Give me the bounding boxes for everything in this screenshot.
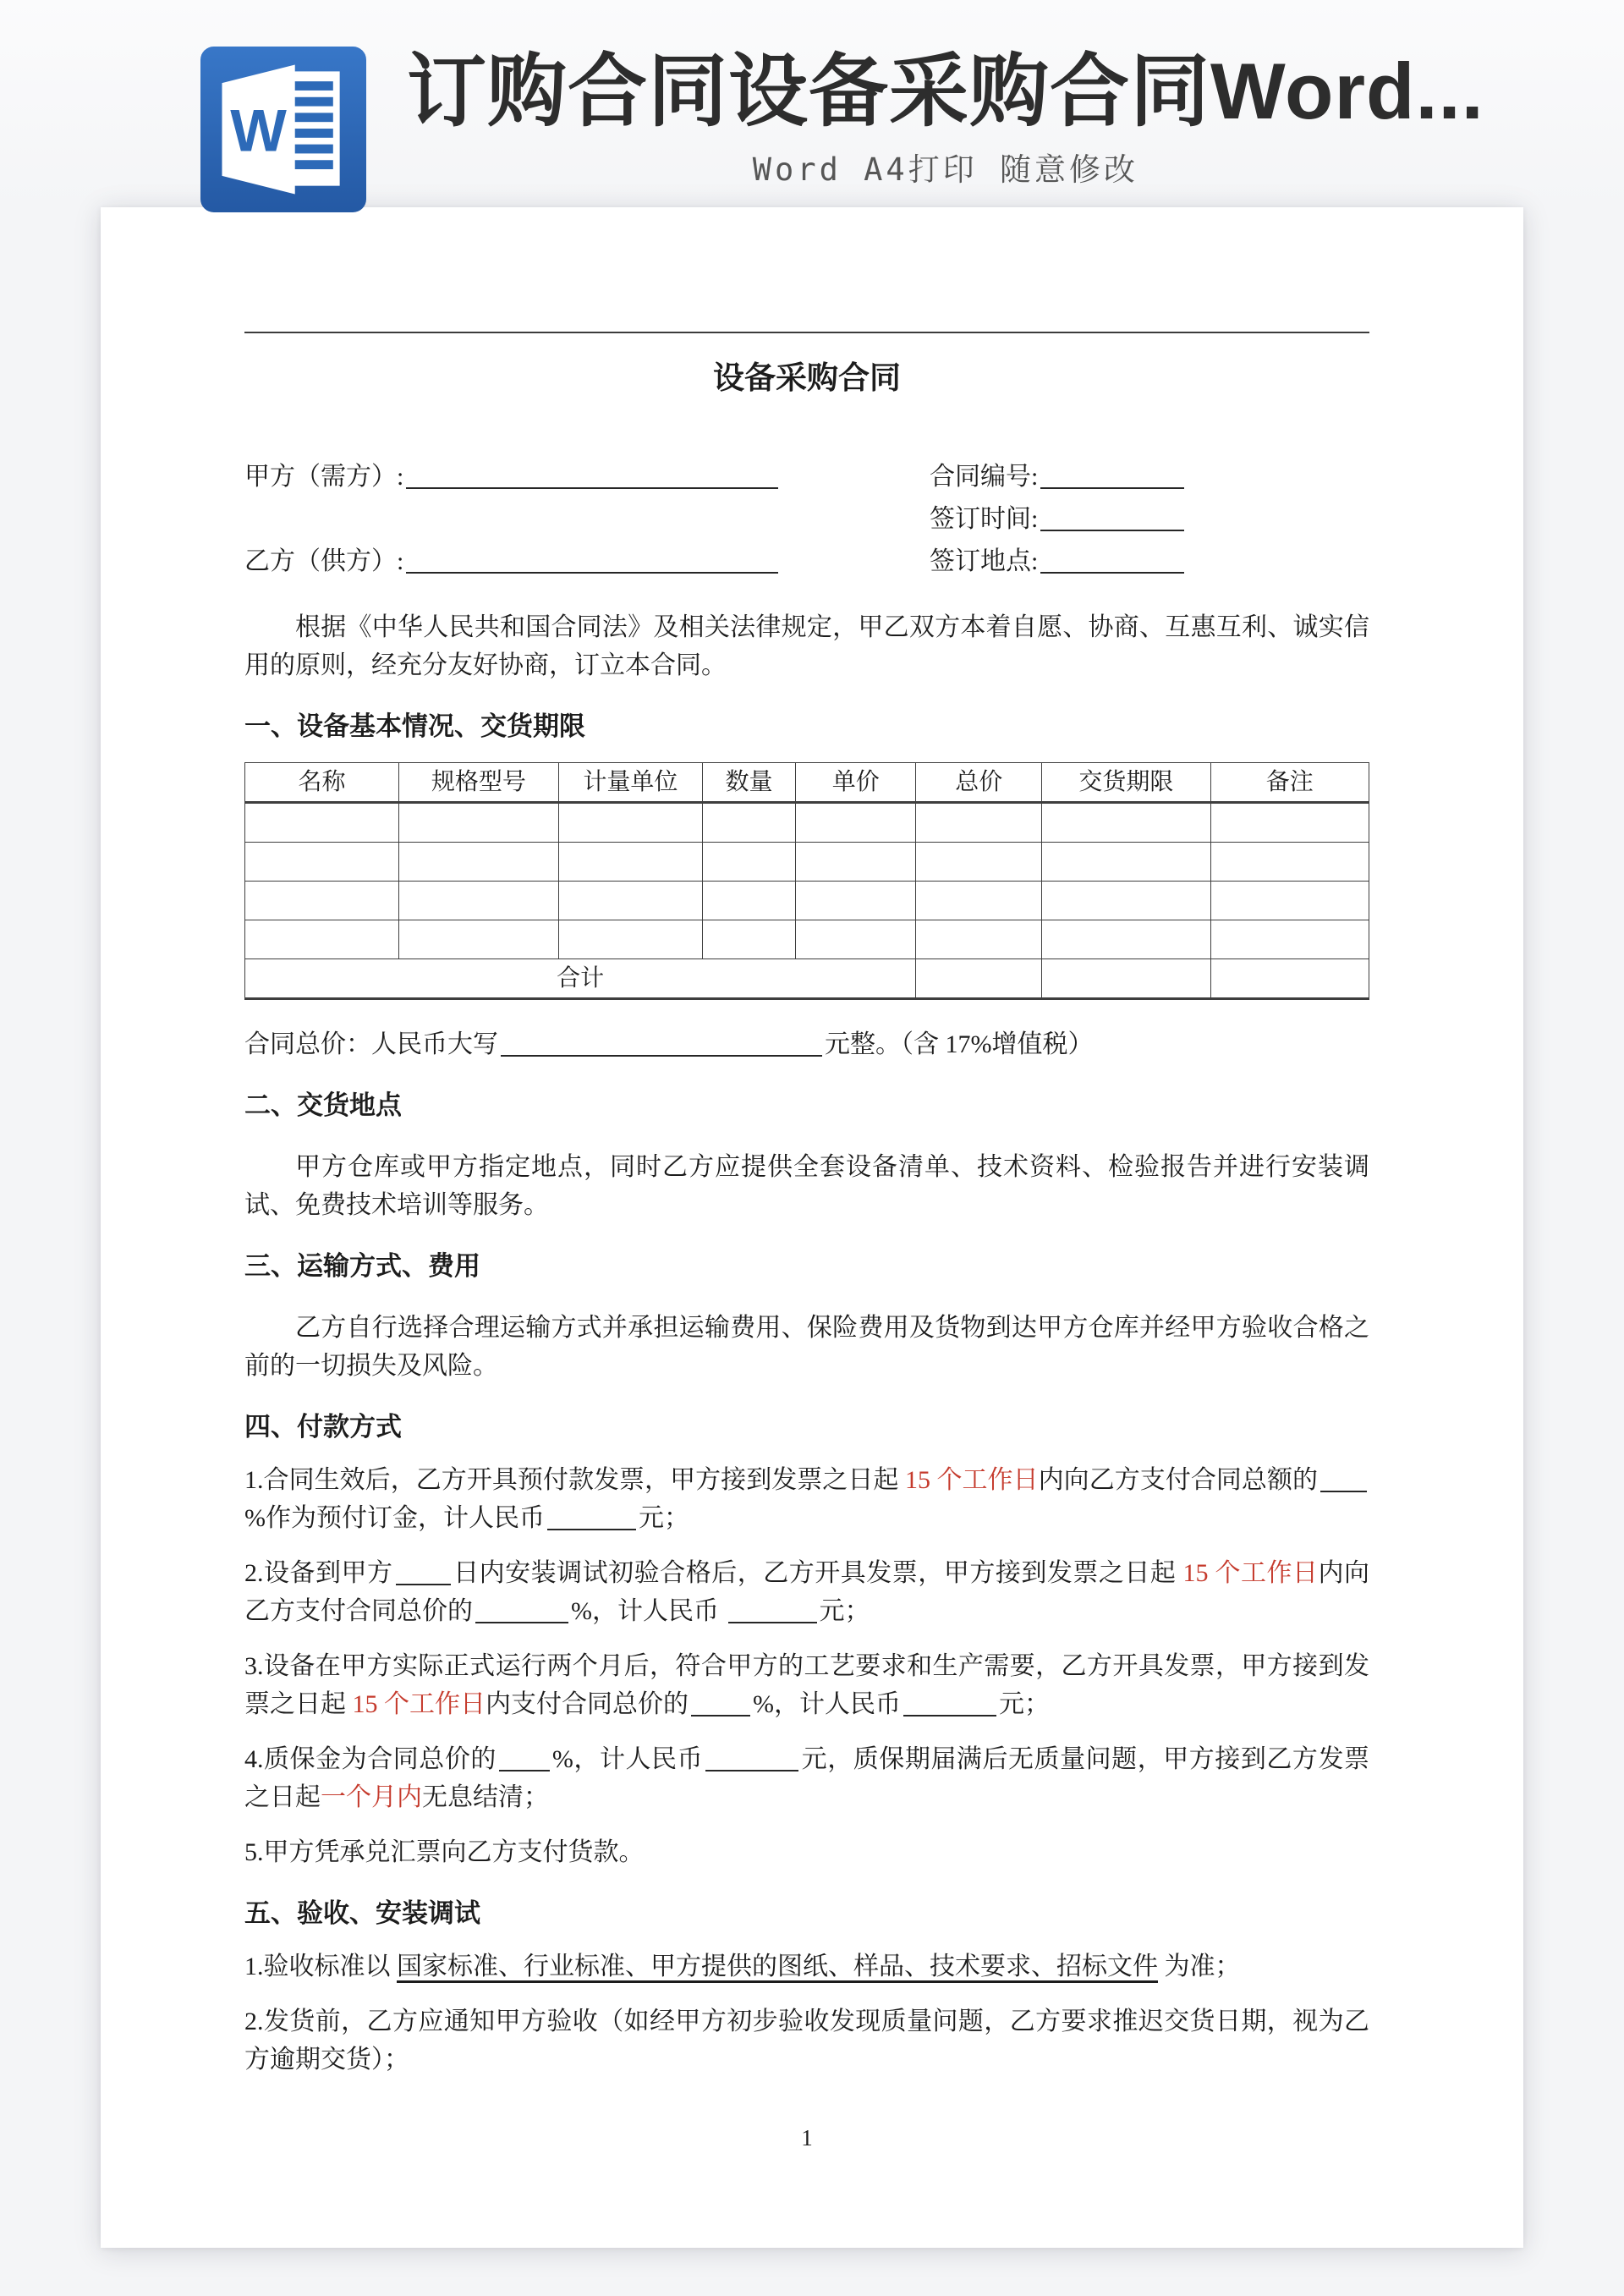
text-segment: 元；: [999, 1690, 1050, 1718]
blank-underline: [1040, 504, 1184, 531]
site-header: [0, 0, 1624, 207]
table-row: [245, 803, 1369, 843]
text-segment: 内支付合同总价的: [486, 1690, 689, 1718]
text-segment: 元；: [639, 1504, 689, 1532]
table-header-cell: 规格型号: [399, 763, 559, 803]
blank-underline: [406, 547, 778, 574]
text-segment: 2.发货前，乙方应通知甲方验收（如经甲方初步验收发现质量问题，乙方要求推迟交货日期，视为乙方逾期交货）；: [244, 2008, 1369, 2074]
page-subtitle: Word A4打印 随意修改: [752, 151, 1138, 189]
blank-underline: [406, 462, 778, 489]
party-spacer: [244, 498, 930, 541]
table-cell: [796, 803, 916, 843]
section-heading-4: 四、付款方式: [244, 1412, 402, 1442]
text-segment: 元；: [819, 1597, 870, 1625]
text-segment: 日内安装调试初验合格后，乙方开具发票，甲方接到发票之日起: [453, 1559, 1183, 1587]
table-header-cell: 备注: [1210, 763, 1369, 803]
table-cell: [702, 803, 795, 843]
text-segment: 内向乙方支付合同总价的: [244, 1559, 1370, 1625]
party-b-field: [244, 541, 930, 583]
section-heading-1: 一、设备基本情况、交货期限: [244, 711, 585, 741]
highlight-red-text: 15 个工作日: [1182, 1559, 1319, 1587]
table-cell: [558, 882, 702, 920]
table-cell: [245, 803, 399, 843]
table-cell: [558, 920, 702, 959]
highlight-red-text: 15 个工作日: [352, 1690, 486, 1718]
payment-item: [244, 1833, 1369, 1871]
document-title: 设备采购合同: [713, 361, 901, 396]
blank-underline: [501, 1030, 822, 1057]
table-cell: [1210, 920, 1369, 959]
delivery-place-paragraph: 甲方仓库或甲方指定地点，同时乙方应提供全套设备清单、技术资料、检验报告并进行安装调试、免费技术培训等服务。: [244, 1153, 1369, 1219]
blank-underline: [903, 1689, 996, 1717]
table-cell: [1210, 843, 1369, 882]
table-cell: [916, 843, 1042, 882]
table-row: [245, 843, 1369, 882]
payment-item: [244, 1647, 1369, 1723]
table-cell: [916, 959, 1042, 999]
text-segment: %，计人民币: [551, 1745, 704, 1773]
table-header-cell: 总价: [916, 763, 1042, 803]
text-segment: %作为预付订金，计人民币: [244, 1504, 545, 1532]
blank-underline: [475, 1596, 568, 1623]
table-cell: [1210, 882, 1369, 920]
payment-items: [244, 1461, 1369, 1871]
word-icon: [200, 47, 366, 212]
text-segment: 乙方（供方）:: [244, 547, 404, 575]
table-total-row: [245, 959, 1369, 999]
top-rule: [244, 332, 1369, 333]
table-cell: [558, 803, 702, 843]
text-segment: 1.合同生效后，乙方开具预付款发票，甲方接到发票之日起: [244, 1466, 905, 1494]
table-cell: [399, 803, 559, 843]
table-row: [245, 920, 1369, 959]
blank-underline: [547, 1503, 636, 1530]
section-heading-3: 三、运输方式、费用: [244, 1251, 480, 1281]
table-cell: [916, 803, 1042, 843]
text-segment: 5.甲方凭承兑汇票向乙方支付货款。: [244, 1838, 645, 1866]
text-segment: 签订地点:: [930, 547, 1039, 575]
text-segment: %，计人民币: [571, 1597, 726, 1625]
table-cell: [702, 920, 795, 959]
table-header-cell: 单价: [796, 763, 916, 803]
blank-underline: [691, 1689, 750, 1717]
table-header-cell: 计量单位: [558, 763, 702, 803]
payment-item: [244, 1554, 1369, 1630]
blank-underline: [499, 1744, 550, 1771]
party-a-field: [244, 456, 930, 498]
document-page: [101, 207, 1523, 2248]
text-segment: 合同编号:: [930, 463, 1039, 491]
highlight-red-text: 一个月内: [321, 1783, 422, 1811]
table-cell: [399, 882, 559, 920]
section-heading-2: 二、交货地点: [244, 1090, 402, 1120]
intro-paragraph: 根据《中华人民共和国合同法》及相关法律规定，甲乙双方本着自愿、协商、互惠互利、诚实信用的原则，经充分友好协商，订立本合同。: [244, 613, 1369, 679]
contract-total-line: [244, 1025, 1369, 1063]
text-segment: 1.验收标准以: [244, 1953, 397, 1980]
table-cell: [916, 920, 1042, 959]
sign-place-field: [930, 541, 1369, 583]
text-segment: 为准；: [1158, 1953, 1241, 1980]
table-row: [245, 882, 1369, 920]
table-cell: [796, 882, 916, 920]
blank-underline: [705, 1744, 798, 1771]
sign-time-field: [930, 498, 1369, 541]
table-header-cell: 名称: [245, 763, 399, 803]
table-cell: [916, 882, 1042, 920]
text-segment: 元整。（含 17%增值税）: [825, 1030, 1094, 1058]
blank-underline: [1320, 1465, 1367, 1492]
table-cell: [1042, 843, 1210, 882]
underlined-text: 国家标准、行业标准、甲方提供的图纸、样品、技术要求、招标文件: [397, 1953, 1158, 1980]
text-segment: 2.设备到甲方: [244, 1559, 393, 1587]
text-segment: 内向乙方支付合同总额的: [1038, 1466, 1319, 1494]
text-segment: 合同总价：人民币大写: [244, 1030, 498, 1058]
acceptance-items: [244, 1947, 1369, 2079]
table-total-label: 合计: [245, 959, 916, 999]
contract-no-field: [930, 456, 1369, 498]
section-heading-5: 五、验收、安装调试: [244, 1898, 480, 1928]
table-cell: [796, 843, 916, 882]
table-cell: [245, 882, 399, 920]
word-icon-letter: W: [230, 96, 287, 164]
text-segment: 无息结清；: [422, 1783, 549, 1811]
header-text: [407, 47, 1484, 190]
table-cell: [1042, 882, 1210, 920]
party-fields: [244, 456, 1369, 583]
page-number: 1: [801, 2125, 813, 2150]
table-cell: [399, 920, 559, 959]
table-cell: [1042, 959, 1210, 999]
table-header-cell: 交货期限: [1042, 763, 1210, 803]
page-title: 订购合同设备采购合同Word...: [407, 47, 1484, 135]
text-segment: 4.质保金为合同总价的: [244, 1745, 497, 1773]
text-segment: 签订时间:: [930, 505, 1039, 533]
table-cell: [702, 843, 795, 882]
payment-item: [244, 1461, 1369, 1537]
table-cell: [1210, 959, 1369, 999]
table-cell: [558, 843, 702, 882]
text-segment: 元，质保期届满后无质量问题，甲方接到乙方发票之日起: [244, 1745, 1370, 1811]
acceptance-item: [244, 1947, 1369, 1986]
transport-paragraph: 乙方自行选择合理运输方式并承担运输费用、保险费用及货物到达甲方仓库并经甲方验收合格之前的一切损失及风险。: [244, 1314, 1369, 1380]
blank-underline: [1040, 462, 1184, 489]
acceptance-item: [244, 2002, 1369, 2079]
table-cell: [245, 920, 399, 959]
blank-underline: [728, 1596, 817, 1623]
payment-item: [244, 1740, 1369, 1816]
table-cell: [399, 843, 559, 882]
blank-underline: [1040, 547, 1184, 574]
table-cell: [796, 920, 916, 959]
table-header-row: [245, 763, 1369, 803]
table-cell: [1042, 803, 1210, 843]
table-cell: [1042, 920, 1210, 959]
text-segment: %，计人民币: [753, 1690, 901, 1718]
equipment-table: [244, 762, 1369, 1000]
table-cell: [245, 843, 399, 882]
blank-underline: [396, 1558, 451, 1585]
table-cell: [1210, 803, 1369, 843]
table-cell: [702, 882, 795, 920]
table-header-cell: 数量: [702, 763, 795, 803]
text-segment: 3.设备在甲方实际正式运行两个月后，符合甲方的工艺要求和生产需要，乙方开具发票，甲方接到发票之日起: [244, 1652, 1369, 1718]
text-segment: 甲方（需方）:: [244, 463, 404, 491]
highlight-red-text: 15 个工作日: [904, 1466, 1039, 1494]
